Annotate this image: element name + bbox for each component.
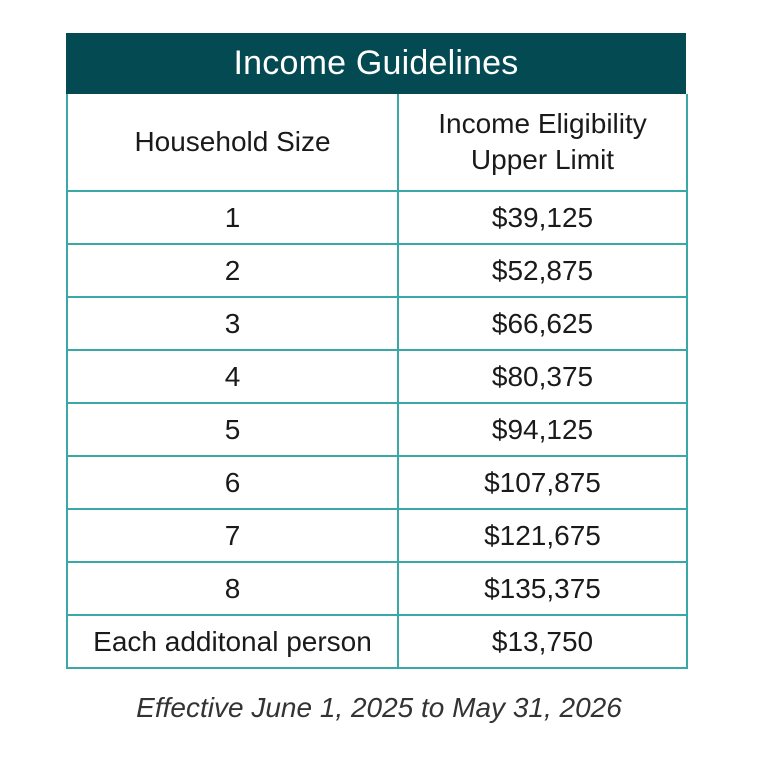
income-limit-cell: $66,625 <box>398 297 687 350</box>
household-size-cell: 3 <box>67 297 398 350</box>
household-size-cell: 6 <box>67 456 398 509</box>
income-guidelines-table <box>66 94 688 669</box>
household-size-cell: 5 <box>67 403 398 456</box>
household-size-cell: 4 <box>67 350 398 403</box>
table-row <box>67 191 687 244</box>
column-header-income-limit-line1: Income Eligibility <box>438 108 647 139</box>
table-title: Income Guidelines <box>66 33 686 94</box>
table-row <box>67 562 687 615</box>
effective-date-footnote: Effective June 1, 2025 to May 31, 2026 <box>136 692 622 723</box>
income-limit-cell: $80,375 <box>398 350 687 403</box>
table-row <box>67 350 687 403</box>
income-limit-cell: $39,125 <box>398 191 687 244</box>
household-size-cell: 2 <box>67 244 398 297</box>
column-header-income-limit-line2: Upper Limit <box>470 144 615 175</box>
income-limit-cell: $135,375 <box>398 562 687 615</box>
household-size-cell: 7 <box>67 509 398 562</box>
household-size-cell: 1 <box>67 191 398 244</box>
table-row <box>67 615 687 668</box>
column-header-household-size: Household Size <box>67 94 398 191</box>
income-limit-cell: $13,750 <box>398 615 687 668</box>
income-limit-cell: $121,675 <box>398 509 687 562</box>
income-limit-cell: $94,125 <box>398 403 687 456</box>
household-size-cell: 8 <box>67 562 398 615</box>
table-header-row <box>67 94 687 191</box>
table-row <box>67 297 687 350</box>
table-row <box>67 244 687 297</box>
table-row <box>67 456 687 509</box>
income-guidelines-table-container <box>66 33 686 669</box>
income-limit-cell: $107,875 <box>398 456 687 509</box>
column-header-income-limit <box>398 94 687 191</box>
table-row <box>67 509 687 562</box>
income-limit-cell: $52,875 <box>398 244 687 297</box>
household-size-cell: Each additonal person <box>67 615 398 668</box>
table-row <box>67 403 687 456</box>
